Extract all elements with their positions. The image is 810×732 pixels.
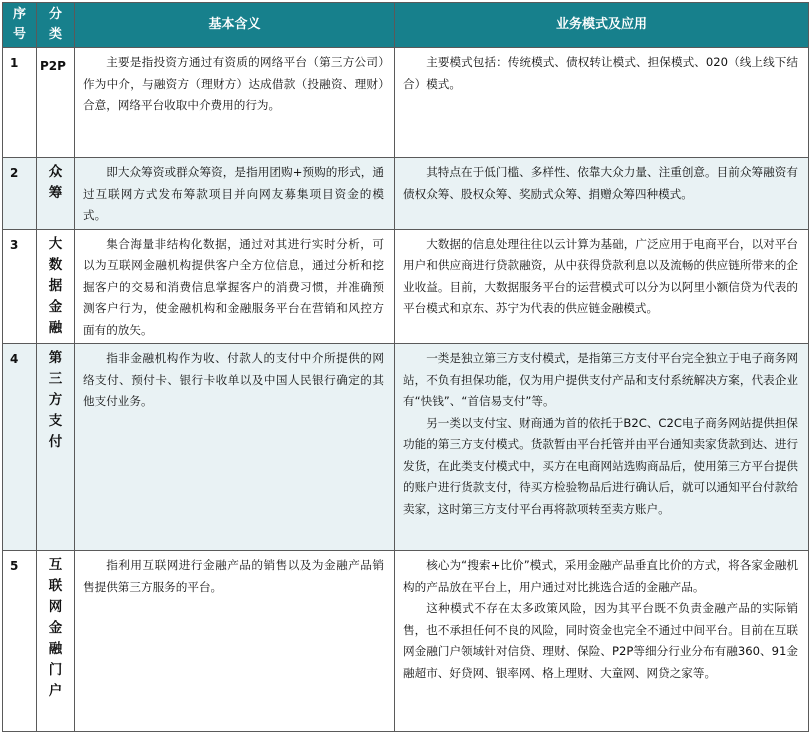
row-category bbox=[37, 48, 75, 158]
row-number: 1 bbox=[3, 48, 37, 158]
table-row bbox=[3, 158, 809, 230]
model-paragraph: 这种模式不存在太多政策风险，因为其平台既不负责金融产品的实际销售，也不承担任何不良的风险，同时资金也完全不通过中间平台。目前在互联网金融门户领域针对信贷、理财、保险、P2P等细分行业分布有融360、91金融超市、好贷网、银率网、格上理财、大童网、网贷之家等。 bbox=[403, 601, 798, 680]
header-category-text: 分类 bbox=[49, 7, 63, 42]
row-category bbox=[37, 551, 75, 732]
row-category bbox=[37, 158, 75, 230]
row-meaning bbox=[75, 48, 395, 158]
row-number: 4 bbox=[3, 344, 37, 551]
header-meaning: 基本含义 bbox=[75, 3, 395, 48]
row-model bbox=[395, 48, 809, 158]
header-model: 业务模式及应用 bbox=[395, 3, 809, 48]
table-row bbox=[3, 344, 809, 551]
model-paragraph: 其特点在于低门槛、多样性、依靠大众力量、注重创意。目前众筹融资有债权众筹、股权众筹、奖励式众筹、捐赠众筹四种模式。 bbox=[403, 165, 798, 201]
row-meaning bbox=[75, 551, 395, 732]
row-category bbox=[37, 344, 75, 551]
header-seq-text: 序号 bbox=[13, 7, 27, 42]
meaning-paragraph: 即大众筹资或群众筹资，是指用团购+预购的形式，通过互联网方式发布筹款项目并向网友募集项目资金的模式。 bbox=[83, 165, 384, 222]
header-seq bbox=[3, 3, 37, 48]
row-category bbox=[37, 229, 75, 344]
row-model bbox=[395, 344, 809, 551]
row-meaning bbox=[75, 158, 395, 230]
row-model bbox=[395, 551, 809, 732]
row-number: 3 bbox=[3, 229, 37, 344]
row-number: 5 bbox=[3, 551, 37, 732]
table-body bbox=[3, 48, 809, 732]
row-model bbox=[395, 158, 809, 230]
row-category-text: 大数据金融 bbox=[48, 235, 63, 336]
table-row bbox=[3, 551, 809, 732]
table-row bbox=[3, 48, 809, 158]
header-row bbox=[3, 3, 809, 48]
row-category-text: 互联网金融门户 bbox=[48, 557, 63, 699]
row-category-text: 第三方支付 bbox=[48, 350, 63, 450]
meaning-paragraph: 集合海量非结构化数据，通过对其进行实时分析，可以为互联网金融机构提供客户全方位信息，通过分析和挖掘客户的交易和消费信息掌握客户的消费习惯，并准确预测客户行为，使金融机构和金融服务平台在营销和风控方面有的放矢。 bbox=[83, 236, 384, 337]
meaning-paragraph: 主要是指投资方通过有资质的网络平台（第三方公司）作为中介，与融资方（理财方）达成借款（投融资、理财）合意，网络平台收取中介费用的行为。 bbox=[83, 55, 384, 112]
table-row bbox=[3, 229, 809, 344]
row-number: 2 bbox=[3, 158, 37, 230]
model-paragraph: 大数据的信息处理往往以云计算为基础，广泛应用于电商平台，以对平台用户和供应商进行贷款融资，从中获得贷款利息以及流畅的供应链所带来的企业收益。目前，大数据服务平台的运营模式可以分为以阿里小额信贷为代表的平台模式和京东、苏宁为代表的供应链金融模式。 bbox=[403, 236, 798, 315]
model-paragraph: 一类是独立第三方支付模式，是指第三方支付平台完全独立于电子商务网站，不负有担保功能，仅为用户提供支付产品和支付系统解决方案，代表企业有“快钱”、“首信易支付”等。 bbox=[403, 351, 798, 408]
meaning-paragraph: 指非金融机构作为收、付款人的支付中介所提供的网络支付、预付卡、银行卡收单以及中国人民银行确定的其他支付业务。 bbox=[83, 351, 384, 408]
meaning-paragraph: 指利用互联网进行金融产品的销售以及为金融产品销售提供第三方服务的平台。 bbox=[83, 558, 384, 594]
internet-finance-table bbox=[2, 2, 809, 732]
model-paragraph: 另一类以支付宝、财商通为首的依托于B2C、C2C电子商务网站提供担保功能的第三方支付模式。货款暂由平台托管并由平台通知卖家货款到达、进行发货，在此类支付模式中，买方在电商网站选购商品后，使用第三方平台提供的账户进行货款支付，待买方检验物品后进行确认后，就可以通知平台付款给卖家，这时第三方支付平台再将款项转至卖方账户。 bbox=[403, 415, 798, 516]
header-category bbox=[37, 3, 75, 48]
row-category-text: 众筹 bbox=[48, 164, 63, 201]
row-meaning bbox=[75, 344, 395, 551]
model-paragraph: 主要模式包括：传统模式、债权转让模式、担保模式、020（线上线下结合）模式。 bbox=[403, 55, 798, 91]
row-category-text: P2P bbox=[40, 59, 66, 73]
row-model bbox=[395, 229, 809, 344]
model-paragraph: 核心为“搜索+比价”模式，采用金融产品垂直比价的方式，将各家金融机构的产品放在平台上，用户通过对比挑选合适的金融产品。 bbox=[403, 558, 798, 594]
row-meaning bbox=[75, 229, 395, 344]
